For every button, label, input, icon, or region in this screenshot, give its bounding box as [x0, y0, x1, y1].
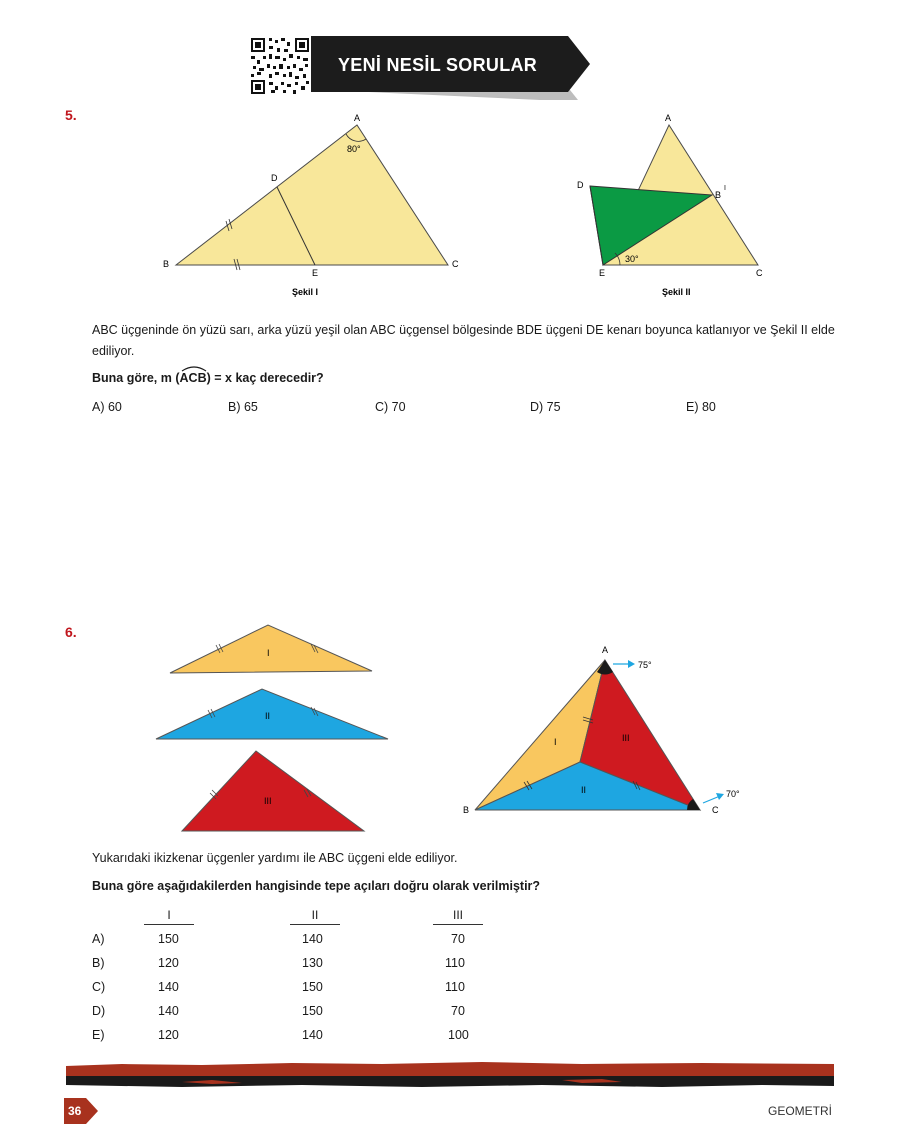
- label-a-big: A: [602, 645, 609, 655]
- q5-option-e[interactable]: E) 80: [686, 400, 716, 414]
- table-header-i: I: [144, 908, 194, 925]
- cell-i: 120: [158, 956, 179, 970]
- row-label: D): [92, 1004, 106, 1018]
- label-b-prime: I: [724, 185, 726, 192]
- label-d-fig1: D: [271, 173, 278, 183]
- label-angle-80: 80°: [347, 144, 361, 154]
- label-region-i: I: [554, 737, 557, 747]
- label-c-fig2: C: [756, 268, 763, 278]
- table-row[interactable]: [92, 980, 492, 1000]
- q5-question-angle: ACB: [179, 371, 207, 385]
- label-b-big: B: [463, 805, 470, 815]
- label-tri-i: I: [267, 648, 270, 658]
- cell-iii: 110: [445, 980, 465, 994]
- question-number-6: 6.: [65, 624, 77, 640]
- row-label: A): [92, 932, 105, 946]
- table-header-iii: III: [433, 908, 483, 925]
- label-b-fig1: B: [163, 259, 170, 269]
- label-angle-75: 75°: [638, 660, 652, 670]
- label-tri-ii: II: [265, 711, 271, 721]
- table-row[interactable]: [92, 1028, 492, 1048]
- footer-subject: GEOMETRİ: [768, 1104, 833, 1118]
- arrow-c-icon: [716, 793, 724, 800]
- big-triangle-abc: [455, 640, 755, 825]
- angle-hat-icon: [180, 364, 208, 372]
- label-b-fig2: B: [715, 190, 722, 200]
- caption-sekil-1: Şekil I: [292, 287, 319, 297]
- cell-ii: 150: [302, 1004, 323, 1018]
- qr-code-icon: [249, 36, 311, 96]
- label-tri-iii: III: [264, 796, 272, 806]
- q5-option-b[interactable]: B) 65: [228, 400, 258, 414]
- label-angle-70: 70°: [726, 789, 740, 799]
- q6-problem-text: Yukarıdaki ikizkenar üçgenler yardımı ile ABC üçgeni elde ediliyor.: [92, 851, 458, 865]
- table-row[interactable]: [92, 1004, 492, 1024]
- table-header-ii: II: [290, 908, 340, 925]
- q6-question: Buna göre aşağıdakilerden hangisinde tepe açıları doğru olarak verilmiştir?: [92, 879, 541, 893]
- label-d-fig2: D: [577, 180, 584, 190]
- label-a-fig2: A: [665, 113, 672, 123]
- label-region-iii: III: [622, 733, 630, 743]
- q5-option-d[interactable]: D) 75: [530, 400, 561, 414]
- cell-ii: 130: [302, 956, 323, 970]
- row-label: E): [92, 1028, 105, 1042]
- q5-problem-text: ABC üçgeninde ön yüzü sarı, arka yüzü yeşil olan ABC üçgensel bölgesinde BDE üçgeni DE kenarı boyunca katlanıyor ve Şekil II elde ediliyor.: [92, 323, 835, 358]
- triangle-iii: [182, 751, 364, 831]
- label-angle-30: 30°: [625, 254, 639, 264]
- row-label: C): [92, 980, 106, 994]
- question-number-5: 5.: [65, 107, 77, 123]
- page-number: 36: [68, 1104, 82, 1118]
- table-row[interactable]: [92, 932, 492, 952]
- row-label: B): [92, 956, 105, 970]
- cell-iii: 100: [448, 1028, 469, 1042]
- figure-sekil-2: [570, 105, 780, 305]
- cell-i: 120: [158, 1028, 179, 1042]
- cell-i: 140: [158, 980, 179, 994]
- table-row[interactable]: [92, 956, 492, 976]
- figure-sekil-1: [150, 105, 480, 305]
- label-c-big: C: [712, 805, 719, 815]
- label-c-fig1: C: [452, 259, 459, 269]
- q5-question-prefix: Buna göre, m (: [92, 371, 180, 385]
- label-a-fig1: A: [354, 113, 361, 123]
- cell-ii: 150: [302, 980, 323, 994]
- triangle-ii: [156, 689, 388, 739]
- label-e-fig2: E: [599, 268, 606, 278]
- isosceles-triangles: [150, 615, 400, 845]
- cell-iii: 70: [451, 1004, 465, 1018]
- q5-option-a[interactable]: A) 60: [92, 400, 122, 414]
- triangle-i: [170, 625, 372, 673]
- caption-sekil-2: Şekil II: [662, 287, 691, 297]
- arrow-a-icon: [628, 660, 635, 668]
- cell-ii: 140: [302, 932, 323, 946]
- footer-band: [62, 1058, 838, 1090]
- q5-question-suffix: ) = x kaç derecedir?: [206, 371, 324, 385]
- cell-i: 150: [158, 932, 179, 946]
- label-region-ii: II: [581, 785, 587, 795]
- cell-i: 140: [158, 1004, 179, 1018]
- banner-title: YENİ NESİL SORULAR: [338, 55, 538, 75]
- cell-iii: 70: [451, 932, 465, 946]
- cell-iii: 110: [445, 956, 465, 970]
- q5-option-c[interactable]: C) 70: [375, 400, 406, 414]
- cell-ii: 140: [302, 1028, 323, 1042]
- label-e-fig1: E: [312, 268, 319, 278]
- qr-code[interactable]: [249, 36, 311, 96]
- triangle-abc-fig1: [176, 125, 448, 265]
